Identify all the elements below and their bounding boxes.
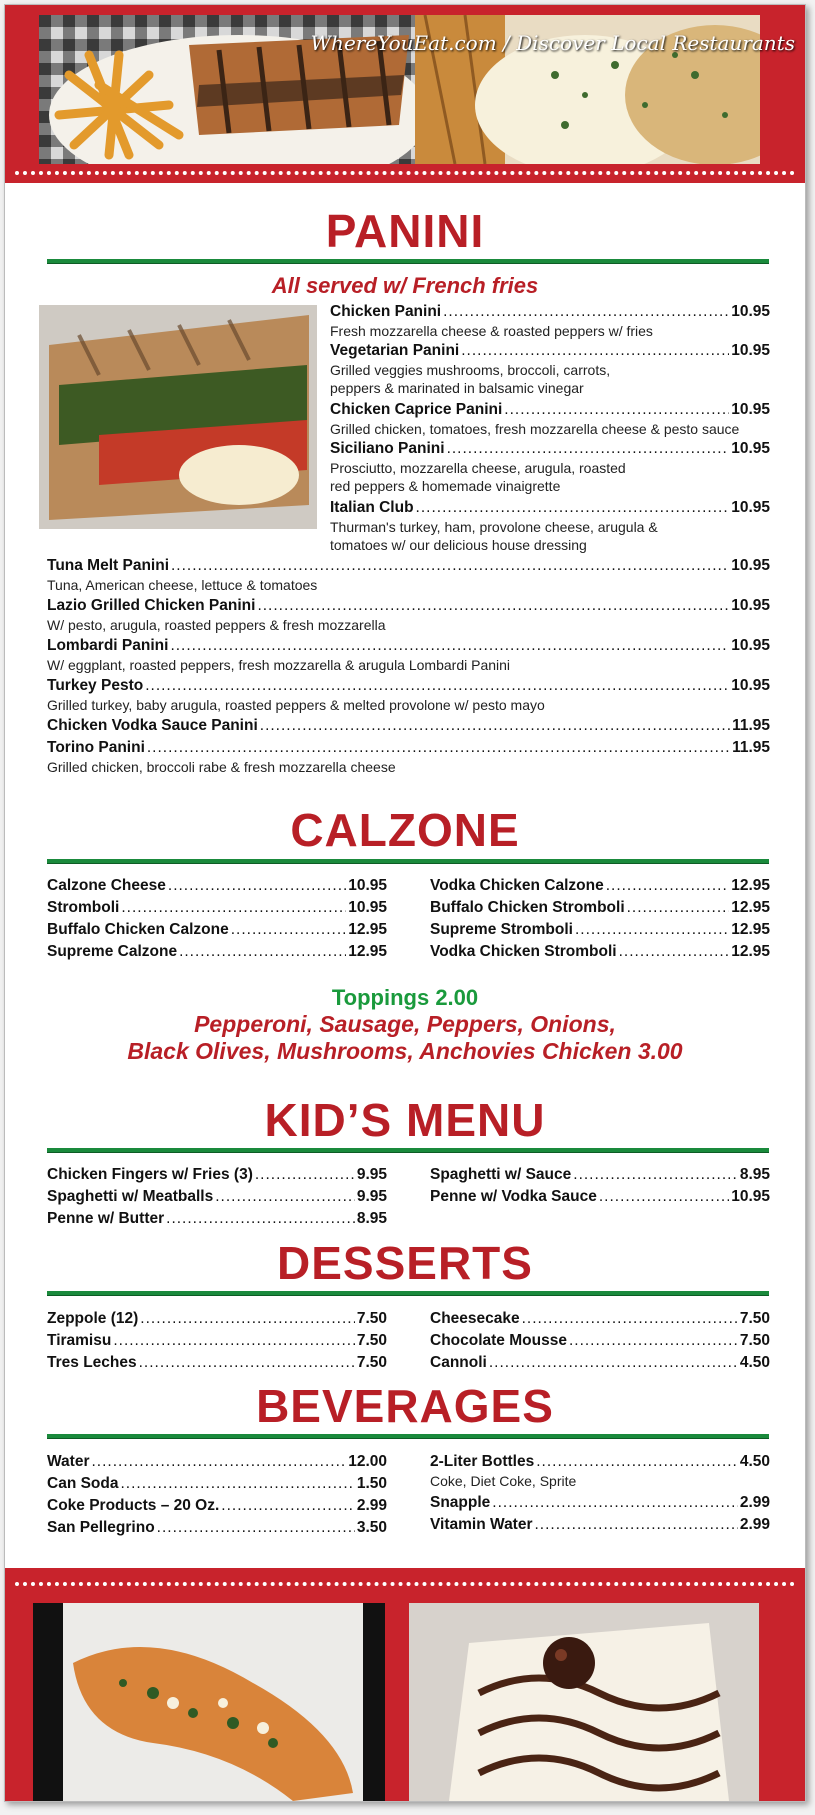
dot-leader xyxy=(221,1496,355,1516)
dot-leader xyxy=(139,1353,355,1373)
item-price: 12.95 xyxy=(348,921,387,938)
dot-leader xyxy=(522,1309,738,1329)
dot-leader xyxy=(121,898,346,918)
menu-item xyxy=(47,1518,387,1538)
dot-leader xyxy=(575,920,729,940)
menu-item xyxy=(430,1309,770,1329)
dot-leader xyxy=(573,1165,738,1185)
top-photo-band xyxy=(5,5,805,183)
item-name: Tres Leches xyxy=(47,1354,137,1371)
item-name: Vodka Chicken Stromboli xyxy=(430,943,617,960)
dot-leader xyxy=(120,1474,354,1494)
menu-item xyxy=(47,676,770,714)
item-name: Italian Club xyxy=(330,499,414,516)
item-price: 10.95 xyxy=(731,342,770,359)
item-price: 12.00 xyxy=(348,1453,387,1470)
calzone-title: CALZONE xyxy=(290,804,520,856)
dot-leader xyxy=(619,942,730,962)
dot-leader xyxy=(179,942,346,962)
item-description: Grilled chicken, broccoli rabe & fresh mozzarella cheese xyxy=(47,759,396,775)
menu-item xyxy=(430,920,770,940)
dot-leader xyxy=(171,556,729,576)
stromboli-photo xyxy=(33,1603,385,1801)
item-name: 2-Liter Bottles xyxy=(430,1453,535,1470)
item-price: 12.95 xyxy=(731,899,770,916)
dot-leader xyxy=(145,676,729,696)
dot-leader xyxy=(92,1452,347,1472)
item-description: W/ pesto, arugula, roasted peppers & fresh mozzarella xyxy=(47,617,386,633)
toppings-heading: Toppings 2.00 xyxy=(331,985,479,1010)
item-price: 2.99 xyxy=(739,1516,770,1533)
item-price: 2.99 xyxy=(739,1494,770,1511)
item-price: 10.95 xyxy=(731,597,770,614)
dot-leader xyxy=(461,341,729,361)
item-price: 11.95 xyxy=(732,717,770,734)
dot-leader xyxy=(443,302,729,322)
menu-item xyxy=(47,1474,387,1494)
item-price: 10.95 xyxy=(731,1188,770,1205)
item-name: Lazio Grilled Chicken Panini xyxy=(47,597,256,614)
menu-item xyxy=(47,876,387,896)
item-name: Coke Products – 20 Oz. xyxy=(47,1497,220,1514)
item-name: Vegetarian Panini xyxy=(330,342,460,359)
item-name: Buffalo Chicken Stromboli xyxy=(430,899,625,916)
item-price: 4.50 xyxy=(739,1453,770,1470)
item-price: 10.95 xyxy=(731,401,770,418)
dot-leader xyxy=(231,920,346,940)
item-price: 12.95 xyxy=(348,943,387,960)
menu-item xyxy=(47,738,770,776)
panini-title: PANINI xyxy=(325,205,485,257)
beverages-title: BEVERAGES xyxy=(256,1380,554,1432)
item-price: 8.95 xyxy=(739,1166,770,1183)
beverages-divider xyxy=(47,1434,769,1439)
item-price: 7.50 xyxy=(356,1332,387,1349)
item-price: 7.50 xyxy=(739,1332,770,1349)
dot-leader xyxy=(157,1518,355,1538)
item-name: Can Soda xyxy=(47,1475,119,1492)
menu-item xyxy=(330,439,770,495)
item-name: Penne w/ Vodka Sauce xyxy=(430,1188,597,1205)
desserts-divider xyxy=(47,1291,769,1296)
dot-leader xyxy=(260,716,730,736)
item-price: 10.95 xyxy=(348,899,387,916)
menu-item xyxy=(430,1165,770,1185)
dot-leader xyxy=(504,400,729,420)
menu-item xyxy=(47,1165,387,1185)
item-description: Grilled veggies mushrooms, broccoli, carrots, peppers & marinated in balsamic vinegar xyxy=(330,362,611,396)
item-name: Tuna Melt Panini xyxy=(47,557,169,574)
item-name: Spaghetti w/ Sauce xyxy=(430,1166,572,1183)
item-name: Tiramisu xyxy=(47,1332,112,1349)
kids-menu-divider xyxy=(47,1148,769,1153)
dot-leader xyxy=(492,1493,738,1513)
item-price: 10.95 xyxy=(731,557,770,574)
item-price: 12.95 xyxy=(731,877,770,894)
item-price: 12.95 xyxy=(731,921,770,938)
menu-item xyxy=(47,596,770,634)
desserts-title: DESSERTS xyxy=(277,1237,533,1289)
dot-leader xyxy=(170,636,729,656)
item-description: Tuna, American cheese, lettuce & tomatoes xyxy=(47,577,318,593)
item-price: 10.95 xyxy=(731,499,770,516)
menu-item xyxy=(47,1309,387,1329)
item-name: Chicken Vodka Sauce Panini xyxy=(47,717,258,734)
item-name: Turkey Pesto xyxy=(47,677,144,694)
dot-leader xyxy=(147,738,730,758)
item-name: Vodka Chicken Calzone xyxy=(430,877,604,894)
tiramisu-dessert-photo xyxy=(409,1603,759,1801)
item-name: Chicken Caprice Panini xyxy=(330,401,503,418)
menu-item xyxy=(47,1187,387,1207)
item-name: Chicken Panini xyxy=(330,303,442,320)
menu-item xyxy=(430,1331,770,1351)
menu-item xyxy=(330,302,770,340)
menu-item xyxy=(47,716,770,736)
item-price: 8.95 xyxy=(356,1210,387,1227)
item-price: 9.95 xyxy=(356,1166,387,1183)
toppings-block xyxy=(5,985,805,1065)
menu-item xyxy=(47,1452,387,1472)
item-price: 4.50 xyxy=(739,1354,770,1371)
dot-leader xyxy=(140,1309,355,1329)
item-description: Fresh mozzarella cheese & roasted peppers w/ fries xyxy=(330,323,653,339)
item-name: Supreme Stromboli xyxy=(430,921,573,938)
dotted-border xyxy=(15,171,795,175)
item-description: Grilled turkey, baby arugula, roasted peppers & melted provolone w/ pesto mayo xyxy=(47,697,545,713)
calzone-divider xyxy=(47,859,769,864)
menu-item xyxy=(47,942,387,962)
menu-item xyxy=(47,556,770,594)
dot-leader xyxy=(447,439,730,459)
item-price: 9.95 xyxy=(356,1188,387,1205)
menu-item xyxy=(330,400,770,438)
menu-item xyxy=(430,898,770,918)
item-name: Chicken Fingers w/ Fries (3) xyxy=(47,1166,253,1183)
item-name: Chocolate Mousse xyxy=(430,1332,567,1349)
dot-leader xyxy=(606,876,730,896)
item-description: Grilled chicken, tomatoes, fresh mozzarella cheese & pesto sauce xyxy=(330,421,740,437)
dot-leader xyxy=(257,596,729,616)
dot-leader xyxy=(168,876,346,896)
menu-item xyxy=(430,1493,770,1513)
toppings-list-line1: Pepperoni, Sausage, Peppers, Onions, xyxy=(194,1011,616,1037)
menu-item xyxy=(47,1496,387,1516)
menu-item xyxy=(47,1331,387,1351)
item-price: 12.95 xyxy=(731,943,770,960)
menu-item xyxy=(430,1187,770,1207)
dot-leader xyxy=(569,1331,738,1351)
item-description: Coke, Diet Coke, Sprite xyxy=(430,1473,577,1489)
item-description: Thurman's turkey, ham, provolone cheese, arugula & tomatoes w/ our delicious house dressing xyxy=(330,519,658,553)
item-name: Stromboli xyxy=(47,899,120,916)
item-description: Prosciutto, mozzarella cheese, arugula, roasted red peppers & homemade vinaigrette xyxy=(330,460,626,494)
item-name: Spaghetti w/ Meatballs xyxy=(47,1188,214,1205)
menu-item xyxy=(430,1353,770,1373)
dot-leader xyxy=(215,1187,355,1207)
dotted-border xyxy=(15,1582,795,1586)
item-name: Water xyxy=(47,1453,90,1470)
dot-leader xyxy=(599,1187,729,1207)
item-price: 10.95 xyxy=(731,677,770,694)
item-price: 7.50 xyxy=(739,1310,770,1327)
item-price: 10.95 xyxy=(348,877,387,894)
item-price: 1.50 xyxy=(356,1475,387,1492)
menu-item xyxy=(47,636,770,674)
dot-leader xyxy=(113,1331,355,1351)
menu-item xyxy=(47,1209,387,1229)
item-description: W/ eggplant, roasted peppers, fresh mozzarella & arugula Lombardi Panini xyxy=(47,657,511,673)
panini-divider xyxy=(47,259,769,264)
menu-item xyxy=(430,876,770,896)
item-price: 2.99 xyxy=(356,1497,387,1514)
dot-leader xyxy=(536,1452,738,1472)
item-name: Cannoli xyxy=(430,1354,487,1371)
dot-leader xyxy=(627,898,730,918)
menu-item xyxy=(430,1515,770,1535)
menu-item xyxy=(430,1452,770,1490)
menu-item xyxy=(47,1353,387,1373)
menu-item xyxy=(47,920,387,940)
item-price: 3.50 xyxy=(356,1519,387,1536)
menu-item xyxy=(330,498,770,554)
dot-leader xyxy=(535,1515,738,1535)
item-name: Penne w/ Butter xyxy=(47,1210,165,1227)
panini-sandwich-photo xyxy=(39,305,317,529)
item-name: Vitamin Water xyxy=(430,1516,533,1533)
kids-menu-title: KID’S MENU xyxy=(264,1094,546,1146)
item-name: Torino Panini xyxy=(47,739,145,756)
item-name: Cheesecake xyxy=(430,1310,520,1327)
item-price: 11.95 xyxy=(732,739,770,756)
menu-page xyxy=(4,4,806,1802)
dot-leader xyxy=(416,498,730,518)
panini-subtitle: All served w/ French fries xyxy=(271,273,539,298)
dot-leader xyxy=(255,1165,355,1185)
item-name: Lombardi Panini xyxy=(47,637,169,654)
item-price: 7.50 xyxy=(356,1310,387,1327)
item-price: 10.95 xyxy=(731,440,770,457)
menu-item xyxy=(330,341,770,397)
dot-leader xyxy=(489,1353,738,1373)
menu-item xyxy=(430,942,770,962)
item-name: Buffalo Chicken Calzone xyxy=(47,921,229,938)
item-name: Calzone Cheese xyxy=(47,877,166,894)
item-price: 7.50 xyxy=(356,1354,387,1371)
menu-item xyxy=(47,898,387,918)
item-name: Siciliano Panini xyxy=(330,440,445,457)
item-name: Zeppole (12) xyxy=(47,1310,139,1327)
item-name: Supreme Calzone xyxy=(47,943,178,960)
toppings-list-line2: Black Olives, Mushrooms, Anchovies Chicken 3.00 xyxy=(127,1038,683,1064)
item-name: San Pellegrino xyxy=(47,1519,155,1536)
dot-leader xyxy=(166,1209,355,1229)
watermark-text: WhereYouEat.com / Discover Local Restaurants xyxy=(310,31,795,55)
item-price: 10.95 xyxy=(731,637,770,654)
item-price: 10.95 xyxy=(731,303,770,320)
item-name: Snapple xyxy=(430,1494,491,1511)
